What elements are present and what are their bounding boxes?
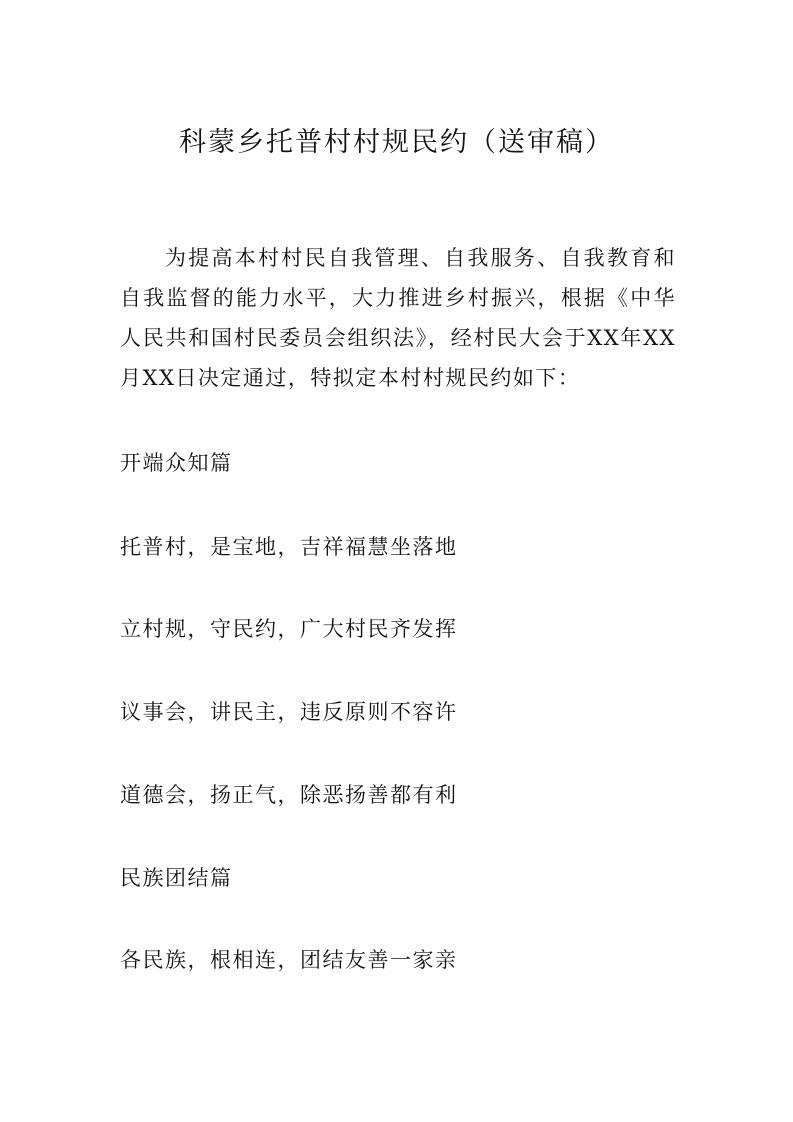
verse-line: 托普村，是宝地，吉祥福慧坐落地 [120,535,458,559]
section-heading-ethnic-unity: 民族团结篇 [120,866,233,890]
section-heading-opening: 开端众知篇 [120,451,233,475]
verse-line: 议事会，讲民主，违反原则不容许 [120,700,458,724]
intro-paragraph: 为提高本村村民自我管理、自我服务、自我教育和自我监督的能力水平，大力推进乡村振兴，根据《中华人民共和国村民委员会组织法》，经村民大会于XX年XX月XX日决定通过，特拟定本村村规民约如下： [120,246,676,390]
document-title: 科蒙乡托普村村规民约（送审稿） [179,127,614,158]
verse-line: 各民族，根相连，团结友善一家亲 [120,948,458,972]
verse-line: 道德会，扬正气，除恶扬善都有利 [120,783,458,807]
verse-line: 立村规，守民约，广大村民齐发挥 [120,617,458,641]
